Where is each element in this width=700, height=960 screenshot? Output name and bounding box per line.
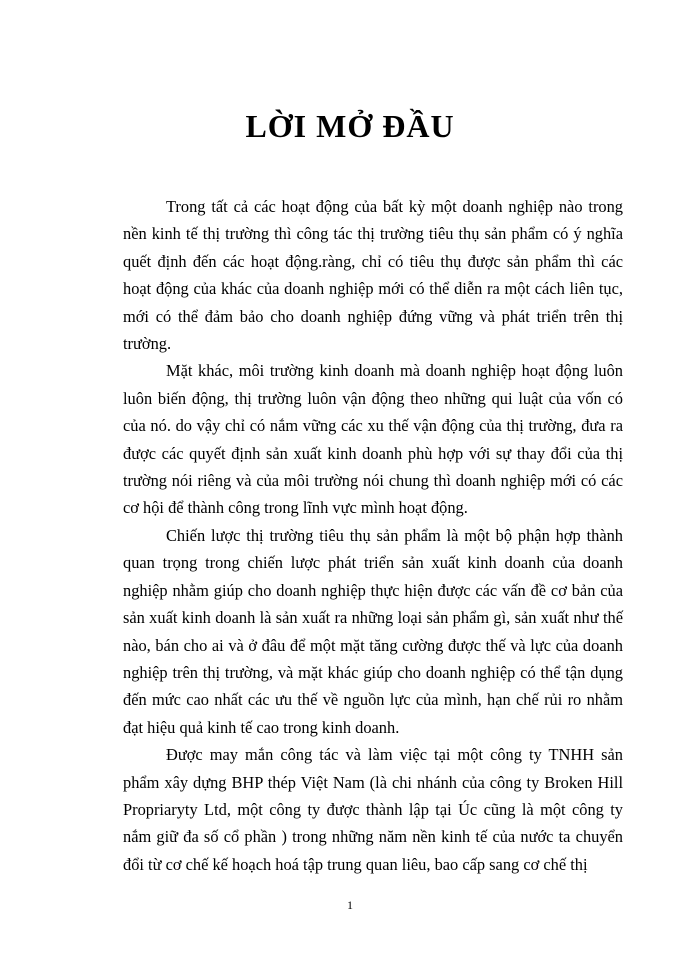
paragraph-3: Chiến lược thị trường tiêu thụ sản phẩm là một bộ phận hợp thành quan trọng trong chiến lược phát triển sản xuất kinh doanh của doanh nghiệp nhằm giúp cho doanh nghiệp thực hiện được các vấn đề cơ bản của sản xuất kinh doanh là sản xuất ra những loại sản phẩm gì, sản xuất như thế nào, bán cho ai và ở đâu để một mặt tăng cường được thế và lực của doanh nghiệp trên thị trường, và mặt khác giúp cho doanh nghiệp có thể tận dụng đến mức cao nhất các ưu thế về nguồn lực của mình, hạn chế rủi ro nhằm đạt hiệu quả kinh tế cao trong kinh doanh. [123, 525, 623, 737]
paragraph-4: Được may mắn công tác và làm việc tại một công ty TNHH sản phẩm xây dựng BHP thép Việt Nam (là chi nhánh của công ty Broken Hill Propriaryty Ltd, một công ty được thành lập tại Úc cũng là một công ty nắm giữ đa số cổ phần ) trong những năm nền kinh tế của nước ta chuyển đổi từ cơ chế kế hoạch hoá tập trung quan liêu, bao cấp sang cơ chế thị [123, 745, 623, 874]
page-title: LỜI MỞ ĐẦU [245, 108, 455, 144]
paragraph-2: Mặt khác, môi trường kinh doanh mà doanh nghiệp hoạt động luôn luôn biến động, thị trường luôn vận động theo những qui luật của vốn có của nó. do vậy chỉ có nắm vững các xu thế vận động của thị trường, đưa ra được các quyết định sản xuất kinh doanh phù hợp với sự thay đổi của thị trường nói riêng và của môi trường nói chung thì doanh nghiệp mới có các cơ hội để thành công trong lĩnh vực mình hoạt động. [123, 361, 623, 518]
document-body [123, 193, 623, 878]
page-number: 1 [347, 898, 353, 912]
paragraph-1: Trong tất cả các hoạt động của bất kỳ một doanh nghiệp nào trong nền kinh tế thị trường thì công tác thị trường tiêu thụ sản phẩm có ý nghĩa quết định đến các hoạt động.ràng, chỉ có tiêu thụ được sản phẩm thì các hoạt động của khác của doanh nghiệp mới có thể diễn ra một cách liên tục, mới có thể đảm bảo cho doanh nghiệp đứng vững và phát triển trên thị trường. [123, 197, 623, 354]
